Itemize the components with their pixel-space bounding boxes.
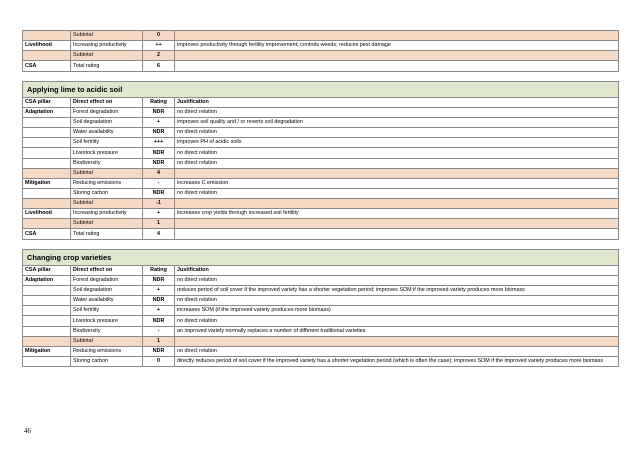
cell-direct-effect: Increasing productivity [71, 41, 143, 51]
cell-rating: NDR [143, 275, 175, 285]
cell-justification: no direct relation [175, 188, 619, 198]
cell-direct-effect: Biodiversity [71, 326, 143, 336]
table2-title-row [23, 81, 619, 97]
table-applying-lime [22, 81, 618, 240]
cell-csa-pillar: Livelihood [23, 209, 71, 219]
top-table [22, 30, 619, 72]
table-row [23, 306, 619, 316]
cell-direct-effect: Biodiversity [71, 158, 143, 168]
cell-rating: NDR [143, 316, 175, 326]
cell-direct-effect: Subtotal [71, 199, 143, 209]
table-row [23, 178, 619, 188]
cell-rating: 0 [143, 31, 175, 41]
cell-csa-pillar: Mitigation [23, 178, 71, 188]
cell-rating: 2 [143, 51, 175, 61]
table-row [23, 219, 619, 229]
table-row [23, 346, 619, 356]
cell-rating: 1 [143, 219, 175, 229]
cell-csa-pillar [23, 219, 71, 229]
table-row [23, 326, 619, 336]
th-csa-pillar: CSA pillar [23, 97, 71, 107]
cell-direct-effect: Water availability [71, 296, 143, 306]
cell-rating: NDR [143, 188, 175, 198]
table-row [23, 41, 619, 51]
table-row [23, 138, 619, 148]
cell-csa-pillar [23, 306, 71, 316]
cell-csa-pillar [23, 188, 71, 198]
cell-direct-effect: Increasing productivity [71, 209, 143, 219]
cell-csa-pillar: Adaptation [23, 275, 71, 285]
cell-justification [175, 31, 619, 41]
cell-rating: NDR [143, 158, 175, 168]
table3-title-row [23, 249, 619, 265]
cell-justification: increases crop yields through increased soil fertility [175, 209, 619, 219]
cell-csa-pillar: Livelihood [23, 41, 71, 51]
cell-rating: 1 [143, 336, 175, 346]
cell-rating: NDR [143, 148, 175, 158]
cell-justification [175, 219, 619, 229]
cell-csa-pillar: Adaptation [23, 107, 71, 117]
cell-justification [175, 199, 619, 209]
cell-rating: + [143, 306, 175, 316]
cell-rating: - [143, 326, 175, 336]
table3 [22, 249, 619, 368]
th-justification: Justification [175, 97, 619, 107]
cell-direct-effect: Reducing emissions [71, 346, 143, 356]
cell-rating: NDR [143, 128, 175, 138]
cell-csa-pillar [23, 168, 71, 178]
cell-csa-pillar: CSA [23, 61, 71, 71]
cell-justification: no direct relation [175, 148, 619, 158]
table-row [23, 168, 619, 178]
cell-csa-pillar [23, 158, 71, 168]
cell-direct-effect: Water availability [71, 128, 143, 138]
cell-justification: increases SOM (if the improved variety produces more biomass) [175, 306, 619, 316]
table2-header-row [23, 97, 619, 107]
page-number: 46 [24, 427, 31, 435]
cell-direct-effect: Soil fertility [71, 306, 143, 316]
cell-rating: - [143, 178, 175, 188]
table-row [23, 209, 619, 219]
cell-direct-effect: Forest degradation [71, 275, 143, 285]
table-row [23, 118, 619, 128]
table-livelihood-continuation [22, 30, 618, 72]
cell-justification: improves PH of acidic soils [175, 138, 619, 148]
table3-header-row [23, 265, 619, 275]
table-row [23, 51, 619, 61]
th-rating: Rating [143, 265, 175, 275]
cell-csa-pillar [23, 286, 71, 296]
table2-title: Applying lime to acidic soil [23, 81, 619, 97]
cell-justification: no direct relation [175, 346, 619, 356]
table-row [23, 128, 619, 138]
cell-justification: increases C emission [175, 178, 619, 188]
cell-rating: -1 [143, 199, 175, 209]
th-direct-effect: Direct effect on [71, 97, 143, 107]
cell-justification: no direct relation [175, 316, 619, 326]
table-row [23, 336, 619, 346]
cell-rating: NDR [143, 296, 175, 306]
cell-rating: +++ [143, 138, 175, 148]
cell-direct-effect: Forest degradation [71, 107, 143, 117]
cell-direct-effect: Storing carbon [71, 188, 143, 198]
cell-justification: no direct relation [175, 107, 619, 117]
table-row [23, 107, 619, 117]
cell-csa-pillar [23, 296, 71, 306]
cell-rating: 6 [143, 61, 175, 71]
cell-justification [175, 229, 619, 239]
th-justification: Justification [175, 265, 619, 275]
cell-direct-effect: Total rating [71, 61, 143, 71]
table2 [22, 81, 619, 240]
cell-justification: an improved variety normally replaces a number of different traditional varieties [175, 326, 619, 336]
th-direct-effect: Direct effect on [71, 265, 143, 275]
cell-csa-pillar: CSA [23, 229, 71, 239]
cell-csa-pillar [23, 148, 71, 158]
cell-justification [175, 61, 619, 71]
table-row [23, 275, 619, 285]
cell-rating: 0 [143, 356, 175, 366]
cell-direct-effect: Subtotal [71, 336, 143, 346]
cell-direct-effect: Subtotal [71, 51, 143, 61]
cell-direct-effect: Livestock pressure [71, 316, 143, 326]
cell-rating: + [143, 286, 175, 296]
cell-direct-effect: Total rating [71, 229, 143, 239]
cell-direct-effect: Subtotal [71, 168, 143, 178]
table-row [23, 229, 619, 239]
cell-csa-pillar [23, 118, 71, 128]
cell-csa-pillar [23, 199, 71, 209]
table-row [23, 61, 619, 71]
table-row [23, 158, 619, 168]
cell-csa-pillar: Mitigation [23, 346, 71, 356]
cell-justification: no direct relation [175, 275, 619, 285]
cell-csa-pillar [23, 336, 71, 346]
table-changing-crop-varieties [22, 249, 618, 368]
table-row [23, 199, 619, 209]
cell-justification: improves productivity through fertility improvement; controls weeds; reduces pest damage [175, 41, 619, 51]
table-row [23, 356, 619, 366]
cell-justification [175, 51, 619, 61]
cell-rating: 4 [143, 229, 175, 239]
cell-justification: reduces period of soil cover if the improved variety has a shorter vegetation period; improves SOM if the improved variety produces more biomass [175, 286, 619, 296]
cell-csa-pillar [23, 138, 71, 148]
cell-direct-effect: Livestock pressure [71, 148, 143, 158]
cell-csa-pillar [23, 31, 71, 41]
table-row [23, 31, 619, 41]
cell-direct-effect: Soil degradation [71, 286, 143, 296]
table-row [23, 286, 619, 296]
cell-direct-effect: Reducing emissions [71, 178, 143, 188]
cell-direct-effect: Soil fertility [71, 138, 143, 148]
cell-rating: NDR [143, 107, 175, 117]
cell-rating: 4 [143, 168, 175, 178]
cell-rating: NDR [143, 346, 175, 356]
cell-direct-effect: Storing carbon [71, 356, 143, 366]
th-rating: Rating [143, 97, 175, 107]
cell-justification: improves soil quality and / or reverts soil degradation [175, 118, 619, 128]
cell-rating: + [143, 118, 175, 128]
cell-direct-effect: Subtotal [71, 31, 143, 41]
cell-rating: ++ [143, 41, 175, 51]
cell-justification: directly reduces period of soil cover if the improved variety has a shorter vegetation period (which is often the case); improves SOM if the improved variety produces more biomass [175, 356, 619, 366]
cell-justification: no direct relation [175, 128, 619, 138]
cell-csa-pillar [23, 316, 71, 326]
cell-justification: no direct relation [175, 158, 619, 168]
cell-csa-pillar [23, 128, 71, 138]
cell-justification: no direct relation [175, 296, 619, 306]
cell-justification [175, 168, 619, 178]
cell-rating: + [143, 209, 175, 219]
th-csa-pillar: CSA pillar [23, 265, 71, 275]
table-row [23, 188, 619, 198]
table-row [23, 296, 619, 306]
cell-direct-effect: Soil degradation [71, 118, 143, 128]
cell-direct-effect: Subtotal [71, 219, 143, 229]
cell-csa-pillar [23, 51, 71, 61]
cell-justification [175, 336, 619, 346]
table-row [23, 316, 619, 326]
cell-csa-pillar [23, 326, 71, 336]
table-row [23, 148, 619, 158]
table3-title: Changing crop varieties [23, 249, 619, 265]
cell-csa-pillar [23, 356, 71, 366]
